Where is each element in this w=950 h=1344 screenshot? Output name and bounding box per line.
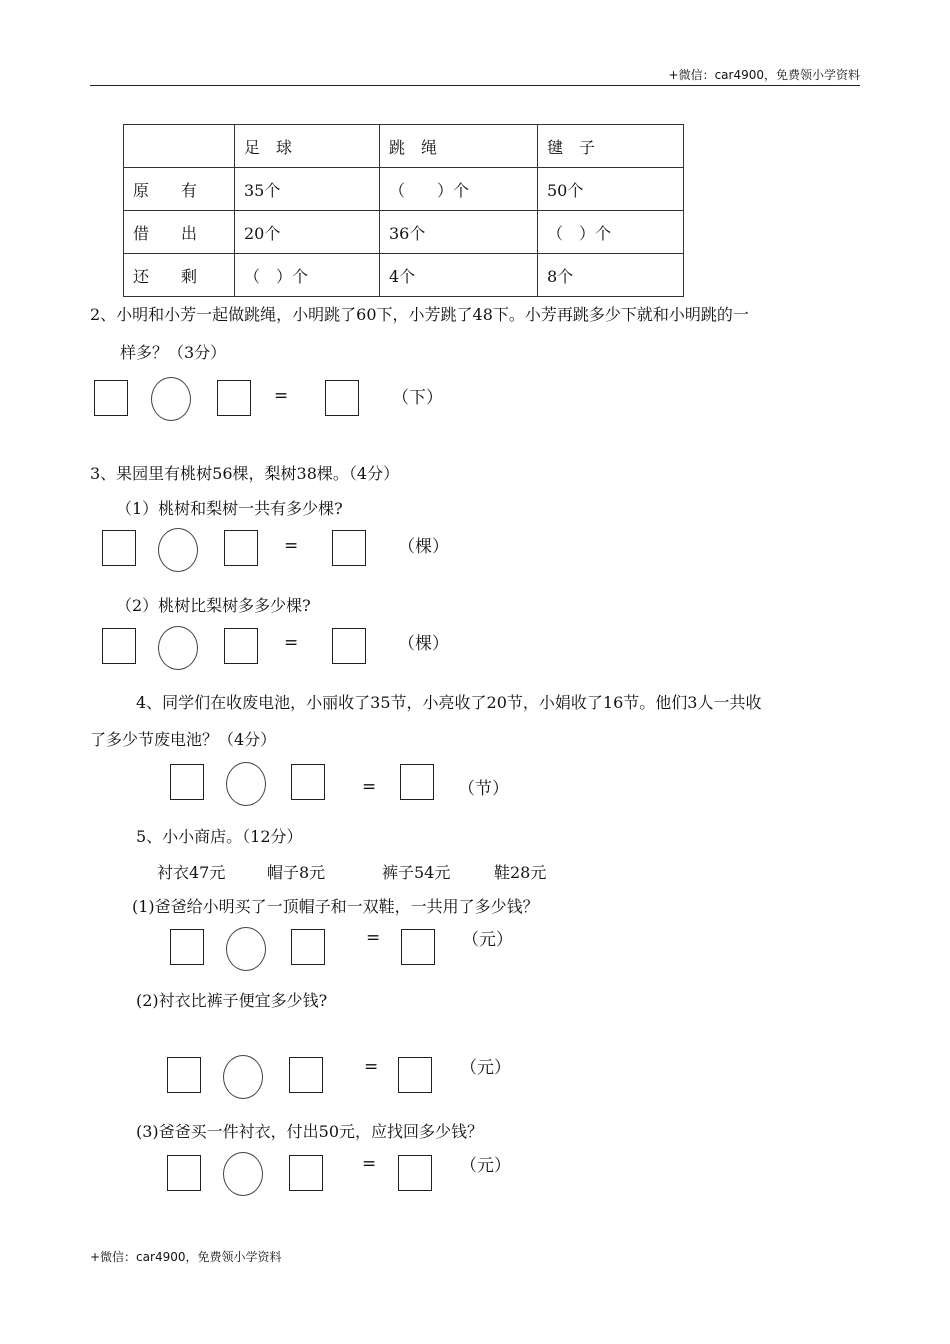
table-header-cell: 足 球 <box>235 125 380 168</box>
answer-box[interactable] <box>167 1057 201 1093</box>
result-box[interactable] <box>325 380 359 416</box>
table-cell: （ ）个 <box>538 211 684 254</box>
q5-sub2-text: (2)衬衣比裤子便宜多少钱? <box>136 991 328 1010</box>
answer-box[interactable] <box>291 764 325 800</box>
q3-sub2-text: （2）桃树比梨树多多少棵? <box>116 596 311 615</box>
price-item: 裤子54元 <box>382 863 451 882</box>
table-header-row <box>124 125 684 168</box>
table-row <box>124 254 684 297</box>
answer-box[interactable] <box>289 1057 323 1093</box>
unit-label: （下） <box>392 388 443 408</box>
table-header-cell <box>124 125 235 168</box>
answer-box[interactable] <box>170 764 204 800</box>
table-row <box>124 168 684 211</box>
result-box[interactable] <box>398 1155 432 1191</box>
equipment-table <box>123 124 684 297</box>
operator-circle[interactable] <box>226 762 266 806</box>
table-cell: 50个 <box>538 168 684 211</box>
equals-sign: = <box>274 386 289 406</box>
answer-box[interactable] <box>94 380 128 416</box>
answer-box[interactable] <box>102 530 136 566</box>
equals-sign: = <box>366 928 381 948</box>
result-box[interactable] <box>401 929 435 965</box>
q3-title: 3、果园里有桃树56棵，梨树38棵。（4分） <box>90 464 400 483</box>
result-box[interactable] <box>398 1057 432 1093</box>
operator-circle[interactable] <box>158 528 198 572</box>
equals-sign: = <box>364 1057 379 1077</box>
q3-sub1-text: （1）桃树和梨树一共有多少棵? <box>116 499 343 518</box>
result-box[interactable] <box>332 530 366 566</box>
table-cell: （ ）个 <box>380 168 538 211</box>
answer-box[interactable] <box>170 929 204 965</box>
footer-note: +微信：car4900，免费领小学资料 <box>90 1250 282 1264</box>
unit-label: （元） <box>460 1156 511 1176</box>
answer-box[interactable] <box>217 380 251 416</box>
answer-box[interactable] <box>167 1155 201 1191</box>
answer-box[interactable] <box>224 628 258 664</box>
table-cell: 36个 <box>380 211 538 254</box>
operator-circle[interactable] <box>223 1152 263 1196</box>
equals-sign: = <box>284 633 299 653</box>
table-cell: 还 剩 <box>124 254 235 297</box>
price-item: 衬衣47元 <box>157 863 226 882</box>
table-cell: （ ）个 <box>235 254 380 297</box>
result-box[interactable] <box>332 628 366 664</box>
q2-text-line2: 样多？（3分） <box>120 343 227 362</box>
result-box[interactable] <box>400 764 434 800</box>
table-header-cell: 毽 子 <box>538 125 684 168</box>
table-row <box>124 211 684 254</box>
q5-sub1-text: (1)爸爸给小明买了一顶帽子和一双鞋，一共用了多少钱？ <box>132 897 539 916</box>
unit-label: （棵） <box>398 634 449 654</box>
table-cell: 35个 <box>235 168 380 211</box>
q4-text-line1: 4、同学们在收废电池，小丽收了35节，小亮收了20节，小娟收了16节。他们3人一共收 <box>136 693 762 712</box>
table-cell: 借 出 <box>124 211 235 254</box>
operator-circle[interactable] <box>158 626 198 670</box>
header-note: +微信：car4900，免费领小学资料 <box>668 68 860 82</box>
table-header-cell: 跳 绳 <box>380 125 538 168</box>
equals-sign: = <box>362 777 377 797</box>
table-cell: 原 有 <box>124 168 235 211</box>
operator-circle[interactable] <box>151 377 191 421</box>
operator-circle[interactable] <box>226 927 266 971</box>
q2-text-line1: 2、小明和小芳一起做跳绳，小明跳了60下，小芳跳了48下。小芳再跳多少下就和小明跳的一 <box>90 305 749 324</box>
operator-circle[interactable] <box>223 1055 263 1099</box>
q5-title: 5、小小商店。（12分） <box>136 827 303 846</box>
unit-label: （元） <box>460 1058 511 1078</box>
equals-sign: = <box>284 536 299 556</box>
answer-box[interactable] <box>289 1155 323 1191</box>
answer-box[interactable] <box>102 628 136 664</box>
unit-label: （节） <box>458 779 509 799</box>
unit-label: （元） <box>462 930 513 950</box>
table-cell: 4个 <box>380 254 538 297</box>
q4-text-line2: 了多少节废电池？（4分） <box>90 730 277 749</box>
answer-box[interactable] <box>291 929 325 965</box>
table-cell: 8个 <box>538 254 684 297</box>
table-cell: 20个 <box>235 211 380 254</box>
header-divider <box>90 85 860 86</box>
price-item: 帽子8元 <box>267 863 326 882</box>
q5-sub3-text: (3)爸爸买一件衬衣，付出50元，应找回多少钱？ <box>136 1122 484 1141</box>
unit-label: （棵） <box>398 537 449 557</box>
equals-sign: = <box>362 1154 377 1174</box>
price-item: 鞋28元 <box>494 863 547 882</box>
answer-box[interactable] <box>224 530 258 566</box>
